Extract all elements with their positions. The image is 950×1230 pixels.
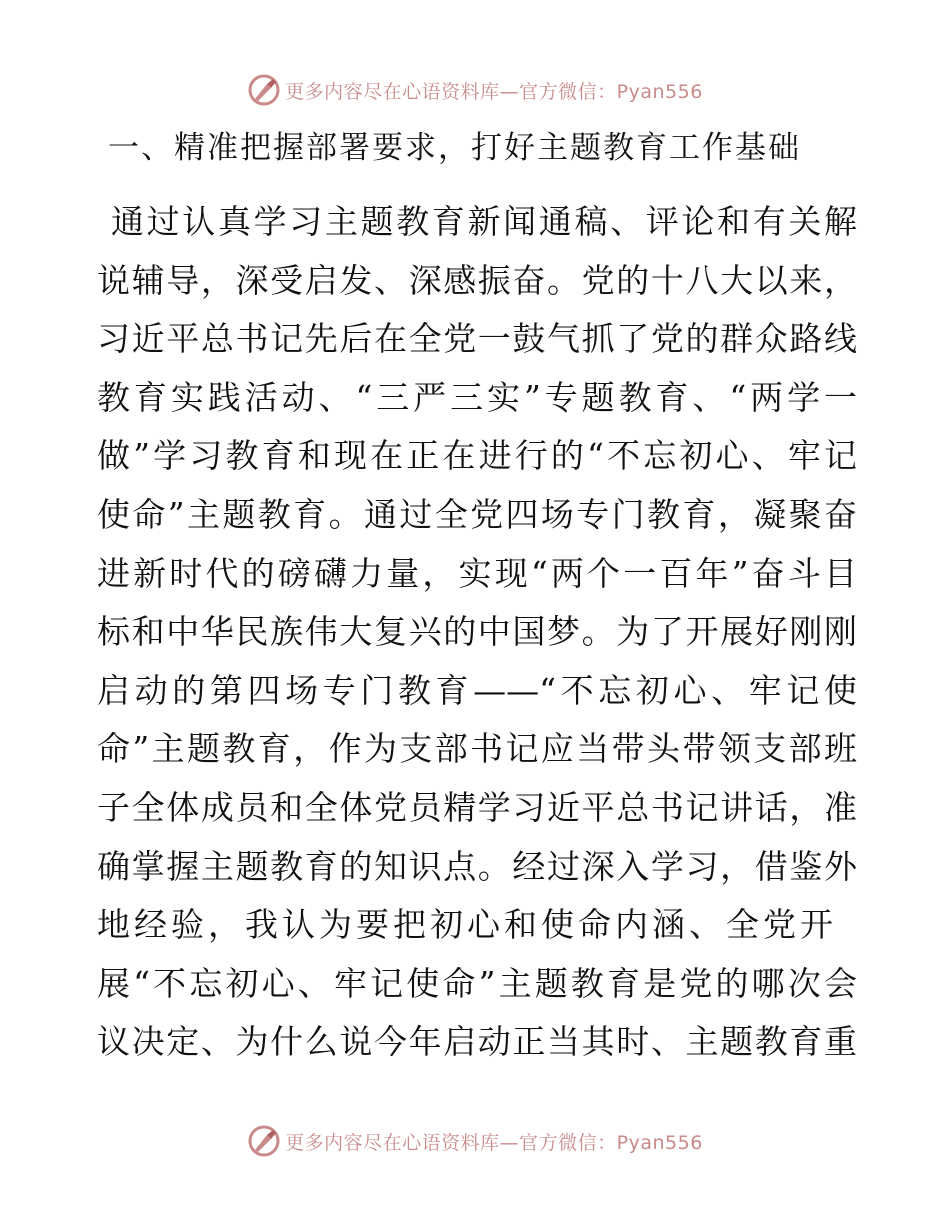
paragraph-line: 进新时代的磅礴力量，实现“两个一百年”奋斗目 — [97, 553, 857, 593]
paragraph-line: 使命”主题教育。通过全党四场专门教育，凝聚奋 — [97, 494, 857, 534]
paragraph-line: 启动的第四场专门教育——“不忘初心、牢记使 — [97, 670, 857, 710]
paragraph-line: 习近平总书记先后在全党一鼓气抓了党的群众路线 — [97, 319, 857, 359]
paragraph-line: 通过认真学习主题教育新闻通稿、评论和有关解 — [111, 202, 857, 241]
paragraph-line: 地经验，我认为要把初心和使命内涵、全党开 — [97, 905, 837, 945]
paragraph-line: 教育实践活动、“三严三实”专题教育、“两学一 — [97, 377, 857, 417]
body-paragraph — [97, 197, 857, 1076]
pen-nib-logo-icon — [247, 73, 281, 107]
footer-watermark — [0, 1121, 950, 1161]
paragraph-line: 确掌握主题教育的知识点。经过深入学习，借鉴外 — [97, 846, 857, 886]
paragraph-line: 议决定、为什么说今年启动正当其时、主题教育重 — [97, 1022, 857, 1062]
section-heading: 一、精准把握部署要求，打好主题教育工作基础 — [108, 130, 801, 166]
paragraph-line: 说辅导，深受启发、深感振奋。党的十八大以来， — [97, 260, 857, 300]
pen-nib-logo-icon — [247, 1124, 281, 1158]
watermark-text: 更多内容尽在心语资料库—官方微信：Pyan556 — [285, 1131, 703, 1154]
watermark-text: 更多内容尽在心语资料库—官方微信：Pyan556 — [285, 80, 703, 103]
paragraph-line: 做”学习教育和现在正在进行的“不忘初心、牢记 — [97, 436, 857, 476]
header-watermark — [0, 70, 950, 110]
paragraph-line: 展“不忘初心、牢记使命”主题教育是党的哪次会 — [97, 963, 857, 1003]
paragraph-line: 标和中华民族伟大复兴的中国梦。为了开展好刚刚 — [97, 612, 857, 652]
paragraph-line: 子全体成员和全体党员精学习近平总书记讲话，准 — [97, 787, 857, 827]
paragraph-line: 命”主题教育，作为支部书记应当带头带领支部班 — [97, 729, 857, 769]
